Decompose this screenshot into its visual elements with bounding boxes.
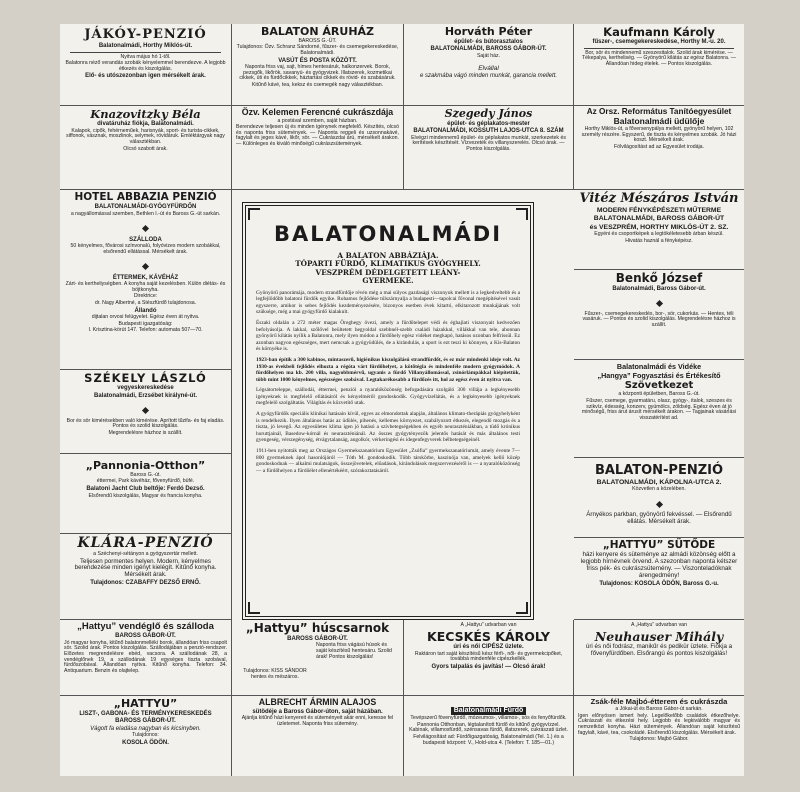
ad-balaton-aruhaz (232, 24, 404, 106)
ad-jakoy-penzio (60, 24, 232, 106)
ad-pannonia-otthon (60, 454, 232, 534)
ad-address: BALATONALMÁDI, BAROSS GÁBOR-ÚT (593, 215, 725, 223)
ad-szekely-laszlo (60, 370, 232, 454)
ad-text: Fűszer, csemege, gyarmatáru, olasz, gyógy-, italok, szeszes és szikvíz, édesség, konzerv, gyümölcs, zöldség. Egész éven át jó minőségű, friss árut árusít mérsékelt árakon. — Tagjainak vásárlási visszatérítést ad. (581, 397, 737, 421)
ad-subtitle: fűszer-, csemegekereskedése, Horthy M.-u. 20. (592, 39, 726, 46)
ad-title: Knazovitzky Béla (90, 107, 201, 121)
feature-subtitle: VESZPRÉM DÉDELGETETT LEÁNY- (315, 267, 461, 277)
ad-address: Balatonalmádi, Baross Gábor-út. (612, 285, 706, 292)
ad-owner: Tulajdonos: CZABAFFY DEZSŐ ERNŐ. (90, 579, 201, 586)
ad-text: Egyéni és csoportképek a legtökéletesebb árban készül. (594, 231, 724, 238)
ad-subtitle: MODERN FÉNYKÉPÉSZETI MŰTERME (596, 207, 722, 215)
ad-vitez-meszaros (574, 190, 744, 270)
ad-text: Bor, sör és mindennemű szeszesitalok. Szolid árak kimérése. — Tékepalya, kertheliség. — Gyönyörű kilátás az egész Balatonra. — Állandóan hideg ételek. — Pontos kiszolgálás. (582, 49, 736, 68)
ad-kecskes-karoly (404, 620, 574, 696)
ad-title: Neuhauser Mihály (594, 628, 724, 644)
ad-text: Bor és sör kimérésekben való kimérése. Aprított tűzifa- és faj eladás. Pontos és szolid kiszolgálás. (66, 417, 225, 430)
ad-owner: Tulajdonos: Özv. Schranz Sándorné, fűszer- és csemegekereskedése, Balatonalmádi. (236, 44, 399, 57)
ad-owner: Tulajdonos: KOSOLA ÖDÖN, Baross G.-u. (599, 580, 719, 587)
ad-text: Hivatás haznál a fényképész. (625, 237, 693, 244)
ad-title: BALATON ÁRUHÁZ (260, 25, 375, 38)
ad-text: SZÁLLODA (129, 236, 162, 243)
ad-address: BAROSS GÁBOR-ÚT. (287, 635, 348, 642)
ad-title: ALBRECHT ÁRMIN ALAJOS (258, 697, 377, 707)
ad-title: Horváth Péter (444, 25, 533, 38)
ad-title: Özv. Kelemen Ferencné cukrászdája (241, 107, 394, 117)
ad-text: Berendezve teljesen új és minden igénynek megfelelő. Készítés, olcsó és naponta friss sütemények. — Naponta reggeli és uzsonnakávé, fagylalt és jeges kávé, likőr, sör. — Cukrászdai árú, mérsékelt árakon. — Különleges és kiváló minőségű cukrászsütemények. (236, 124, 399, 147)
feature-paragraph: Légsátorteleppe, szállodái, éttermei, penziói a nyaralóközönség befogadására szolgáló 300 villája a legkényesebb igényeknek is megfelelő ellátásáról és kényelméről gondoskodik. Gyógyvízellátás, és a legkényesebb igényeknek megfelelő szolgáltatás. Világítás és közvetítő utak. (256, 387, 520, 407)
ad-subtitle: A „Hattyu” udvarban van (631, 622, 687, 628)
ad-text: Tevépszerű fövenyfürdő, mózeumos-, villamos-, sós és fenyőfürdők. (410, 715, 567, 722)
ad-title: JÁKÓY-PENZIÓ (84, 27, 207, 42)
ad-title: Vitéz Mészáros István (579, 191, 739, 206)
feature-subtitle: A BALATON ABBÁZIÁJA. (337, 251, 439, 260)
ad-text: Árnyékos parkban, gyönyörű fekvéssel. — Elsőrendű ellátás. Mérsékelt árak. (586, 511, 732, 525)
ad-owner: Tulajdonos: (132, 732, 159, 739)
ad-address: BALATONALMÁDI, KOSSUTH LAJOS-UTCA 8. SZÁM (413, 128, 564, 135)
ad-klara-penzio (60, 534, 232, 620)
ad-title: „HATTYU” SÜTŐDE (602, 539, 716, 551)
ad-text: I. Krisztina-körút 147. Telefon: automata 507—70. (88, 327, 203, 334)
ad-title: Szegedy János (444, 107, 533, 120)
ad-text: Saját ház. (476, 52, 501, 59)
ad-address: BAROSS GÁBOR-ÚT. (115, 633, 176, 640)
ad-hattyu-huscsarnok (232, 620, 404, 696)
ad-title: SZÉKELY LÁSZLÓ (84, 371, 207, 385)
feature-subtitle: GYERMEKE. (362, 276, 414, 286)
feature-balatonalmadi (242, 202, 534, 620)
ad-title: „HATTYU” (113, 697, 178, 710)
ad-text: Jó magyar konyha, kitűnő balatonmelléki borok, állandóan friss csapolt sör. Szolid árak. Pontos kiszolgálás. Szállodájában a penzió-rendszer. Előzetes megrendelésre ebéd, vacsora. A szállodának 28, a vendéglőnek 19, a szállodának 19 egységes tiszta szobával, fürdőszobával. Állandóan nyitva. Kitűnő konyha. Telefon: 34. Antiquarium. Benzin és olajtelep. (64, 639, 227, 674)
ad-subtitle: LISZT-, GABONA- ÉS TERMÉNYKERESKEDÉS (79, 710, 212, 717)
ad-title: Balatonalmádi Fürdő (451, 707, 527, 715)
ad-text: Elsőrendű kiszolgálás, Magyar és francia konyha. (88, 492, 203, 499)
ad-text: Pannonia Otthonban, légtalanított fürdő és kitűnő gyógyvízzel. Kabinak, villamosfürdő, szénsavas fürdő, illatszerek, cukrászati üzlet. (409, 721, 568, 734)
ad-text: Állandó (134, 307, 157, 314)
feature-paragraph: Gyönyörű panorámája, modern strandfürdője révén még a mai súlyos gazdasági viszonyok mellett is a legkedveltebb és a legfejlődőbb balatoni fürdők egyike. Rohamos fejlődése túlszárnyalja a budapesti—tapolcai fővonal megépítésével vasút egyszerre, amikor is sebes fejlődés kezdeményezésére, bizonyos esetben évek kitartó, elkitarozott munkájának volt szüksége, még a mai gyógyfürdő kialakult. (256, 289, 520, 316)
ad-address: Balatonalmádi, Erzsébet királyné-út. (93, 392, 198, 399)
ad-text: Elvégzi mindennemű épület- és géplakatos munkát, szerkezetek és kerítések készítését. Vízvezeték és villanyszerelés. Olcsó árak. — Pontos kiszolgálás. (411, 134, 566, 153)
ad-reformatus-udulo (574, 106, 744, 190)
ad-title: Zsák-féle Majbó-étterem és cukrászda (590, 697, 728, 706)
ad-hattyu-termeny (60, 696, 232, 776)
ad-text: Kitűnő kávé, tea, keksz és csemegék nagy választékban. (251, 82, 384, 88)
ad-title: „Pannonia-Otthon” (85, 459, 206, 472)
ad-address: Baross G.-út. (130, 471, 161, 478)
ad-text: úri és női fodrász, manikűr és pedikür üzlete. Fiókja a fővenyfürdőben. Elsőrangú és pontos kiszolgálás! (585, 643, 733, 657)
diamond-ornament-icon (142, 263, 149, 270)
ad-text: a Széchenyi-sétányon a gyógyszertár mellett. (93, 551, 198, 558)
feature-subtitle: TÓPARTI FÜRDŐ, KLIMATIKUS GYÓGYHELY. (295, 259, 481, 269)
ad-subtitle: divatáruház fiókja, Balatonalmádi. (97, 121, 194, 128)
feature-title: BALATONALMÁDI (273, 222, 503, 246)
ad-kelemen-cukraszda (232, 106, 404, 190)
ad-text: a központi épületben, Baross G.-út. (618, 391, 700, 398)
ad-text: Megrendelésre házhoz is szállít. (108, 429, 183, 436)
corner-ornament-icon (248, 208, 260, 220)
ad-title: KLÁRA-PENZIÓ (77, 535, 214, 551)
ad-subtitle: a postával szemben, saját házban. (277, 117, 358, 124)
ad-title: KECSKÉS KÁROLY (427, 628, 550, 644)
ad-title: Balatonalmádi és Vidéke (616, 362, 702, 371)
ad-text: Kalapok, cipők, fehérneműek, harisnyák, sport- és turista-cikkek, siffonok, vásznak, moszlinok, selymek, rövidáruk. Emléktárgyak nagy választékban. (66, 127, 225, 146)
ad-neuhauser-mihaly (574, 620, 744, 696)
ad-title: Benkő József (615, 271, 703, 285)
ad-text: Zárt- és kertheliységben. A konyha saját kezelésben. Külön diétás- és böjtkonyha. (65, 281, 226, 293)
ad-address: BALATONALMÁDI, KÁPOLNA-UTCA 2. (596, 479, 722, 487)
ad-address: BAROSS G.-ÚT. (298, 37, 337, 44)
ad-knazovitzky-bela (60, 106, 232, 190)
ad-address: BAROSS GÁBOR-ÚT. (115, 718, 176, 725)
feature-paragraph: 1923-ban építik a 300 kabinos, mintaszerű, higiénikus kiszolgálású strandfürdőt, és ez már mindenki ideje volt. Az 1930-as évekbeli fejlődés elhozta a régóta várt fürdőhelyet, a kötőtégla és mindenféle modern gyógymódok. A fürdőhelyen ma kb. 200 villa, nagyobbmérvű, ugyanis a fürdő Villanyállomással, zsinórlámpákkal kiépítettük, több mint 1000 kényelmes, egészséges szobával. Legtakarékosabb a fürdőzés itt, hol az egész éven át nyitva van. (256, 356, 520, 383)
ad-text: Direktrice: (133, 293, 158, 300)
diamond-ornament-icon (655, 501, 662, 508)
ad-text: házi kenyere és süteménye az almádi közönség előtt a legjobb hírnévnek örvend. A szezonban naponta kétszer friss pék- és cukrászsütemény. — Viszonteladóknak árengedmény! (580, 551, 738, 579)
ad-horvath-peter (404, 24, 574, 106)
ad-text: e szakmába vágó minden munkát, garancia mellett. (419, 73, 558, 80)
ad-hattyu-vendeglo (60, 620, 232, 696)
ad-title: Az Orsz. Református Tanítóegyesület (586, 107, 732, 116)
ad-balatonalmadi-furdo (404, 696, 574, 776)
diamond-ornament-icon (142, 407, 149, 414)
ad-title: Kaufmann Károly (603, 25, 715, 39)
ad-text: Balatoni Jacht Club beltője: Ferdó Dezső. (86, 486, 205, 493)
ad-title: „Hattyu” vendéglő és szálloda (77, 621, 214, 632)
ad-text: dr. Nagy Albertné, a Stészfürdő tulajdonosa. (94, 299, 197, 306)
brochure-sheet (60, 24, 744, 776)
ad-szegedy-janos (404, 106, 574, 190)
ad-subtitle: vegyeskereskedése (117, 385, 174, 392)
ad-subtitle: Szövetkezet (624, 379, 694, 391)
ad-text: 50 kényelmes, fővárosi színvonalú, folyóvizes modern szobákkal, elsőrendű ellátással. Mérsékelt árak. (70, 243, 221, 255)
ad-title: BALATON-PENZIÓ (594, 463, 724, 478)
ad-text: Elő- és utószezonban igen mérsékelt árak. (85, 73, 206, 80)
divider (70, 52, 221, 53)
ad-balaton-penzio (574, 458, 744, 538)
ad-address: BALATONALMÁDI, BAROSS GÁBOR-ÚT. (430, 46, 547, 53)
ad-owner: Tulajdonos: Majbó Gábor. (629, 736, 689, 743)
ad-hotel-abbazia (60, 190, 232, 370)
ad-text: Felvilágosítást ad: Fürdőigazgatóság, Balatonalmádi (Tel. 1.) és a budapesti központ: V., Hold-utca 4. (Telefon: T. 185—01.) (413, 734, 564, 746)
ad-text: Teljesen pormentes helyen. Modern, kényelmes berendezése minden igényt kielégít. Kitűnő konyha. Mérsékelt árak. (74, 557, 217, 579)
feature-paragraph: A gyógyfürdők speciális klinikai hatásain kívül, egyes az elmondottak alapján, általános klimato-therápiás gyógyhelyként is rendelkezik. Ilyen általános hatás az üdülés, pihenés, kellemes környezet, szabályozott étkezés, elegendő mozgás és a tiszta, jó levegő. Az egyesületes klíma igen jó hatású a szívbetegségekben és egyéb neuraszténiákban, a tüdő krónikus huruttjainál, Basedow-kórnál és neuraszténiánál. Az összes gyógytényezők jelentős hatását és más általános testi gyengeség, vérszegénység, étvágytalanság, angolkór, vérkeringési és idegenfegyverek bélbetegségeinél. (256, 411, 520, 444)
divider (584, 48, 734, 49)
ad-text: Ajánlja kitűnő házi kenyereit és süteményeit akár enni, keresse fel üzletemet. Naponta friss sütemény. (241, 714, 394, 727)
ad-address: Balatonalmádi, Horthy Miklós-út. (98, 43, 193, 50)
ad-text: dijtalan orvosi felügyelet. Egész éven át nyitva. (91, 314, 200, 320)
ad-subtitle: úri és női CIPÉSZ üzlete. (453, 644, 524, 651)
ad-hangya-szovetkezet (574, 360, 744, 458)
corner-ornament-icon (516, 208, 528, 220)
ad-owner: Tulajdonos: KISS SÁNDOR hentes és mészáros. (243, 668, 307, 680)
ad-text: VASÚT ÉS POSTA KÖZÖTT. (278, 57, 357, 64)
ad-subtitle: BALATONALMÁDI-GYÓGYFÜRDŐN (94, 204, 197, 211)
ad-subtitle: sütödéje a Baross Gábor-úton, saját házában. (252, 708, 383, 715)
ad-title: HOTEL ABBAZIA PENZIÓ (74, 191, 217, 203)
diamond-ornament-icon (655, 300, 662, 307)
ad-text: a nagyállomással szemben, Bethlen I.-út és Baross G.-út sarkán. (70, 210, 221, 217)
ad-text: Igen előnyösen ismert hely. Legelőkelőbb családok étkezőhelye. Cukrászati és étkezési hely. Legjobb és legkiválóbb magyar és nemzetközi konyha. Házi sütemények. Állandóan saját készítésű fagylalt, kávé, tea, csokoládé. Elsőrendű kiszolgálás. Mérsékelt árak. (578, 712, 740, 736)
ad-subtitle: A „Hattyu” udvarban van (460, 622, 517, 628)
ad-text: éttermei, Park kávéház, fővenyfürdő, büfé. (96, 478, 195, 485)
ad-text: Fölvilágosítást ad az Egyesület irodája. (614, 143, 704, 150)
diamond-ornament-icon (142, 225, 149, 232)
ad-address: és VESZPRÉM, HORTHY MIKLÓS-ÚT 2. SZ. (589, 223, 729, 231)
ad-text: Budapesti igazgatóság: (118, 320, 173, 327)
ad-title: „Hattyu” húscsarnok (245, 621, 390, 635)
ad-benko-jozsef (574, 270, 744, 360)
ad-text: Olcsó szabott árak. (123, 145, 168, 152)
ad-kaufmann-karoly (574, 24, 744, 106)
ad-hattyu-sutode (574, 538, 744, 620)
ad-text: Nyitva május hó 1-től. (120, 53, 171, 60)
ad-subtitle: Balatonalmádi üdülője (613, 115, 705, 126)
ad-subtitle: „Hangya” Fogyasztási és Értékesítő (597, 370, 721, 380)
feature-paragraph: Északi oldalán a 272 méter magas Öreghegy övezi, amely a fürdőtelepet védi és éghajlati viszonyait kedvezően befolyásolja. A lakkal, szőlővel beültetett hegyoldal szebbnél-szebb családi házakkal, villákkal van tele, ahonnan gyönyörű kilátás nyílik a Balatonra, mely ilyen módon a fürdőhely egész vidéket megkapó, hatásos ozonban felfrissül. Ez azonban nagyon egészséges, mert nemcsak a gyógyüdülés, de a kirándulás, a sport is ezt teszi ki könnyen, a Kis-Balaton és környéke is. (256, 319, 520, 353)
ad-text: Naponta friss vágású húsok és saját készítésű hentesáru. Szolid árak! Pontos kiszolgálás! (316, 642, 392, 660)
ad-owner: KOSOLA ÖDÖN. (122, 739, 169, 746)
ad-text: Vágott fa eladása nagyban és kicsinyben. (90, 725, 201, 732)
ad-text: Fűszer-, csemegekereskedés, bor-, sör, cukorkás. — Hentes, téli vasáruk. — Pontos és szolid kiszolgálás. Megrendelésre házhoz is szállít. (582, 310, 736, 328)
ad-zsak-majbo (574, 696, 744, 776)
corner-ornament-icon (516, 602, 528, 614)
ad-text: ÉTTERMEK, KÁVÉHÁZ (112, 274, 179, 281)
corner-ornament-icon (248, 602, 260, 614)
ad-text: Naponta friss vaj, sajt, hímes hentesáruk, halkonzervek. Borok, pezsgők, likőrök, savanyú- és gyógyvizek. Illatszerek, kozmetikai cikkek, úti és fürdőcikkek, háztartási cikkek és rövid- és szabásáruk. (239, 64, 396, 82)
ad-text: Elvállal (478, 65, 499, 73)
ad-text: Balatonra néző verandás szobák kényelemmel berendezve. A legjobb étkezés és kiszolgálás. (65, 60, 226, 72)
ad-subtitle: épület- és géplakatos-mester (447, 120, 530, 127)
ad-albrecht-armin (232, 696, 404, 776)
ad-text: Horthy Miklós-út, a főversenypálya mellett, gyönyörű helyen, 102 személy részére. Egyszerű, de tiszta és kényelmes szobák. Jó házi koszt. Mérsékelt árak. (581, 126, 737, 144)
ad-subtitle: épület- és bútorasztalos (454, 38, 523, 45)
ad-text: Raktáron tart saját készítésű kész férfi-, női- és gyermekcipőket, továbbá mindenféle cipészkellék. (414, 650, 563, 663)
ad-text: Közvetlen a közelében. (632, 486, 686, 493)
feature-paragraph: 1911-ben nyitották meg az Országos Gyermekszanatórium Egyesület „Zsófia” gyermekszanatóriumát, amely évente 7—800 gyermeknek ápol hasonlójáról — Tóth M. gondoskodik. Több társkörbe, kaszinója van, amelyek kellő közép gondoskodnak — alkalmi mulatságok, összejövetelek, előadások, kirándulások megszervezéséről is — a nyaralóközönség — a fürdőhelyen a fürdőélet ellenértékéért, szórakoztatásáról. (256, 448, 520, 474)
ad-subtitle: a Jókai-út és Baross Gábor-út sarkán. (615, 706, 703, 713)
ad-text: Gyors talpalás és javítás! — Olcsó árak! (431, 663, 546, 670)
